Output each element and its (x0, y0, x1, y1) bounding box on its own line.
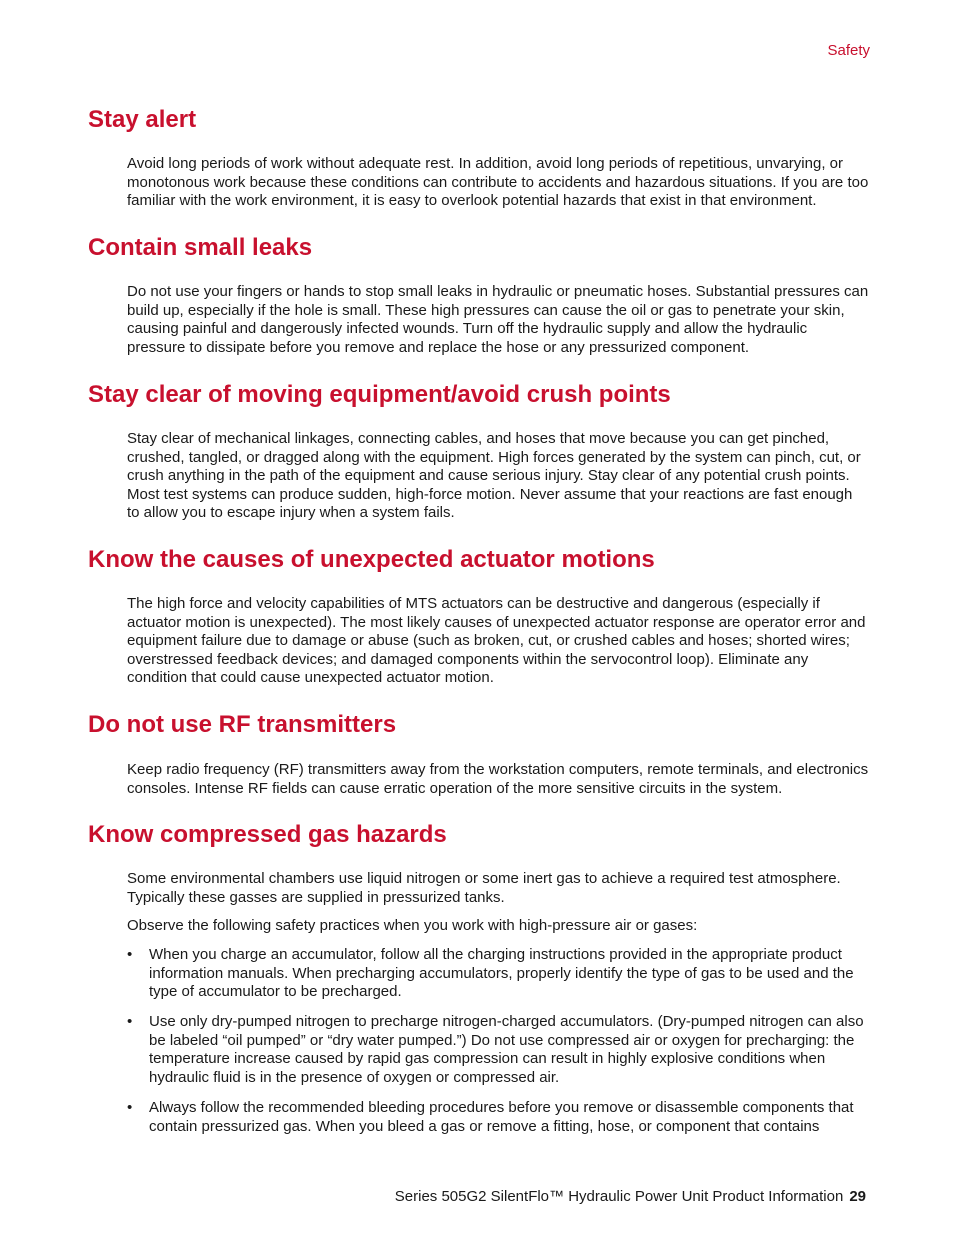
running-head-section: Safety (827, 42, 870, 59)
bullet-icon: • (127, 946, 133, 963)
page-footer (395, 1188, 866, 1205)
heading-contain-small-leaks: Contain small leaks (88, 234, 313, 261)
paragraph-compressed-gas-intro: Some environmental chambers use liquid nitrogen or some inert gas to achieve a required test atmosphere. Typically these gasses are supplied in pressurized tanks. (127, 870, 841, 906)
heading-actuator-motions: Know the causes of unexpected actuator motions (88, 546, 655, 573)
bullet-icon: • (127, 1013, 133, 1031)
list-item (127, 946, 869, 1002)
list-item-text: Use only dry-pumped nitrogen to precharge nitrogen-charged accumulators. (Dry-pumped nitrogen can also be labeled “oil pumped” or “dry water pumped.”) Do not use compressed air or oxygen for precharging: the temperature increase caused by rapid gas compression can result in highly explosive conditions when hydraulic fluid is in the presence of oxygen or compressed air. (149, 1013, 864, 1087)
heading-stay-clear: Stay clear of moving equipment/avoid crush points (88, 381, 671, 408)
bullet-icon: • (127, 1099, 133, 1117)
footer-title: Series 505G2 SilentFlo™ Hydraulic Power Unit Product Information (394, 1188, 844, 1205)
paragraph-stay-clear: Stay clear of mechanical linkages, connecting cables, and hoses that move because you can get pinched, crushed, tangled, or dragged along with the equipment. High forces generated by the system can pinch, cut, or crush anything in the path of the equipment and cause serious injury. Stay clear of any potential crush points. Most test systems can produce sudden, high-force motion. Never assume that your reactions are fast enough to allow you to escape injury when a system fails. (127, 430, 861, 522)
paragraph-rf-transmitters: Keep radio frequency (RF) transmitters away from the workstation computers, remote terminals, and electronics consoles. Intense RF fields can cause erratic operation of the more sensitive circuits in the system. (127, 761, 869, 797)
bullet-list-gas-practices (127, 946, 869, 1148)
list-item-text: When you charge an accumulator, follow all the charging instructions provided in the appropriate product information manuals. When precharging accumulators, properly identify the type of gas to be used and the type of accumulator to be precharged. (149, 946, 854, 1001)
paragraph-contain-small-leaks: Do not use your fingers or hands to stop small leaks in hydraulic or pneumatic hoses. Substantial pressures can build up, especially if the hole is small. These high pressures can cause the oil or gas to penetrate your skin, causing painful and dangerously infected wounds. Turn off the hydraulic supply and allow the hydraulic pressure to dissipate before you remove and replace the hose or any pressurized component. (127, 283, 869, 356)
list-item (127, 1013, 869, 1087)
list-item (127, 1099, 869, 1136)
paragraph-stay-alert: Avoid long periods of work without adequate rest. In addition, avoid long periods of repetitious, unvarying, or monotonous work because these conditions can contribute to accidents and hazardous situations. If you are too familiar with the work environment, it is easy to overlook potential hazards that exist in that environment. (127, 155, 869, 210)
heading-stay-alert: Stay alert (88, 106, 197, 133)
paragraph-compressed-gas-practices: Observe the following safety practices when you work with high-pressure air or gases: (127, 917, 698, 934)
page-number: 29 (849, 1188, 866, 1205)
heading-compressed-gas: Know compressed gas hazards (88, 821, 447, 848)
heading-rf-transmitters: Do not use RF transmitters (88, 711, 397, 738)
paragraph-actuator-motions: The high force and velocity capabilities of MTS actuators can be destructive and dangerous (especially if actuator motion is unexpected). The most likely causes of unexpected actuator response are operator error and equipment failure due to damage or abuse (such as broken, cut, or crushed cables and hoses; shorted wires; overstressed feedback devices; and damaged components within the servocontrol loop). Eliminate any condition that could cause unexpected actuator motion. (127, 595, 866, 687)
list-item-text: Always follow the recommended bleeding procedures before you remove or disassemble components that contain pressurized gas. When you bleed a gas or remove a fitting, hose, or component that contains (149, 1099, 854, 1135)
